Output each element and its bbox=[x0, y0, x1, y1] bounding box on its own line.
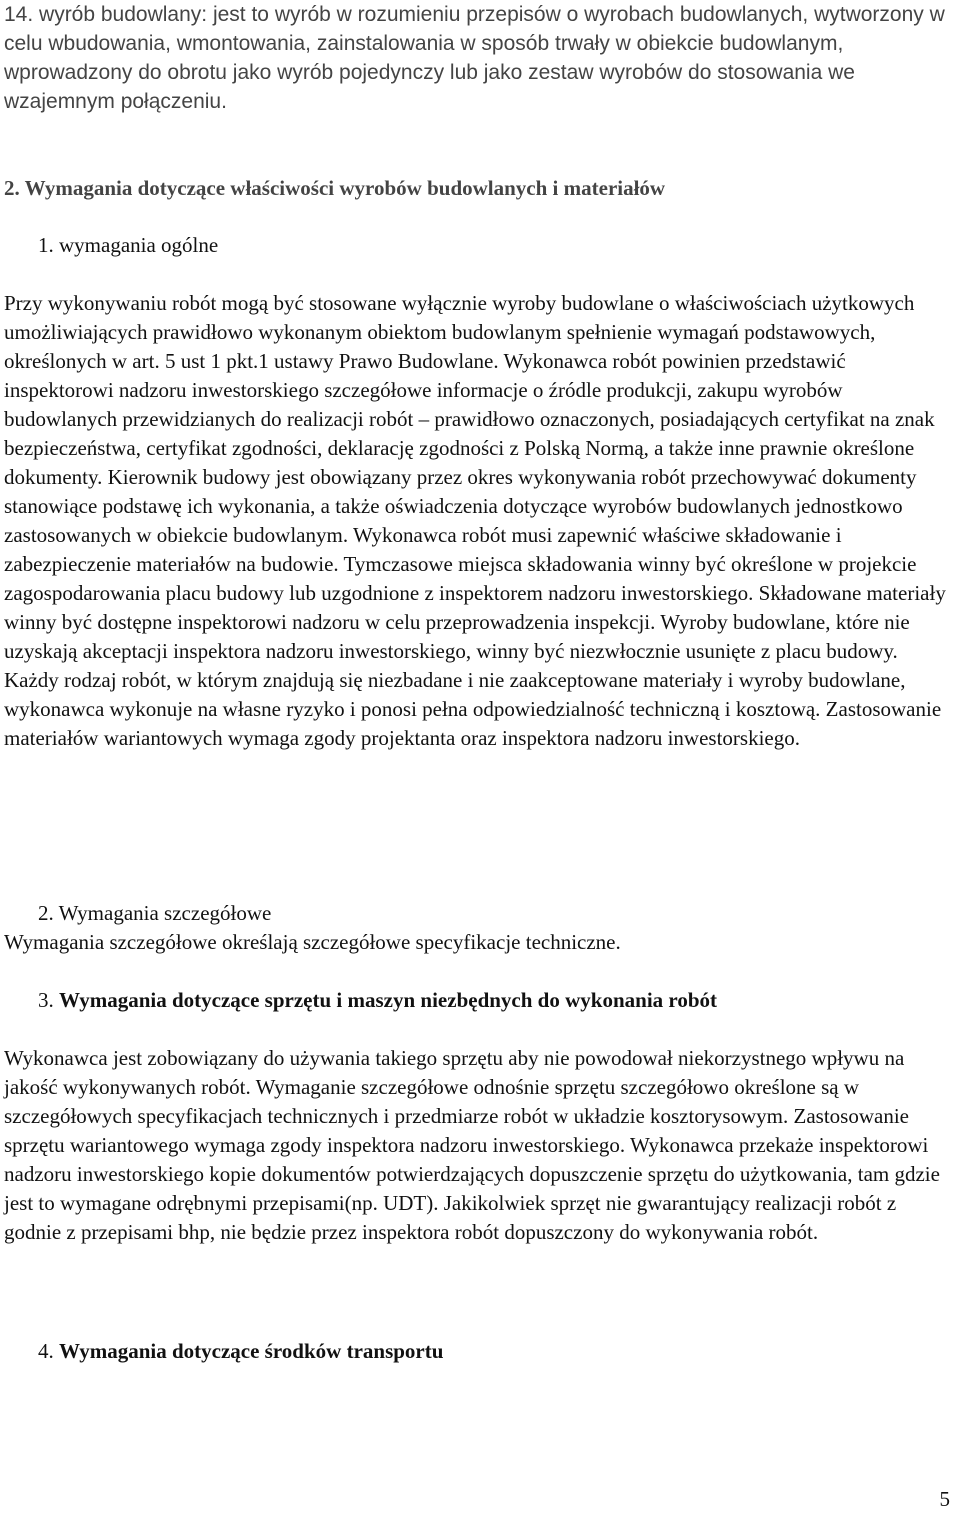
section-4-number: 4. bbox=[38, 1339, 54, 1363]
section-3-title: Wymagania dotyczące sprzętu i maszyn niezbędnych do wykonania robót bbox=[59, 988, 718, 1012]
detailed-requirements-line: Wymagania szczegółowe określają szczegółowe specyfikacje techniczne. bbox=[4, 930, 621, 954]
section-4-title: Wymagania dotyczące środków transportu bbox=[59, 1339, 444, 1363]
section-2-heading bbox=[4, 174, 665, 203]
section-3-heading bbox=[38, 986, 717, 1015]
subsection-general-requirements: 1. wymagania ogólne bbox=[38, 233, 219, 257]
section-3-number: 3. bbox=[38, 988, 54, 1012]
definition-14-paragraph: 14. wyrób budowlany: jest to wyrób w rozumieniu przepisów o wyrobach budowlanych, wytworzony w celu wbudowania, wmontowania, zainstalowania w sposób trwały w obiekcie budowlanym, wprowadzony do obrotu jako wyrób pojedynczy lub jako zestaw wyrobów do stosowania we wzajemnym połączeniu. bbox=[4, 3, 945, 113]
subsection-detailed-requirements: 2. Wymagania szczegółowe bbox=[38, 901, 272, 925]
section-4-heading bbox=[38, 1337, 443, 1366]
section-2-number: 2. bbox=[4, 176, 20, 200]
page-number: 5 bbox=[939, 1487, 950, 1511]
general-requirements-paragraph: Przy wykonywaniu robót mogą być stosowane wyłącznie wyroby budowlane o właściwościach użytkowych umożliwiających prawidłowo wykonanym obiektom budowlanym spełnienie wymagań podstawowych, określonych w art. 5 ust 1 pkt.1 ustawy Prawo Budowlane. Wykonawca robót powinien przedstawić inspektorowi nadzoru inwestorskiego szczegółowe informacje o źródle produkcji, zakupu wyrobów budowlanych przewidzianych do realizacji robót – prawidłowo oznaczonych, posiadających certyfikat na znak bezpieczeństwa, certyfikat zgodności, deklarację zgodności z Polską Normą, a także inne prawnie określone dokumenty. Kierownik budowy jest obowiązany przez okres wykonywania robót przechowywać dokumenty stanowiące podstawę ich wykonania, a także oświadczenia dotyczące wyrobów budowlanych jednostkowo zastosowanych w obiekcie budowlanym. Wykonawca robót musi zapewnić właściwe składowanie i zabezpieczenie materiałów na budowie. Tymczasowe miejsca składowania winny być określone w projekcie zagospodarowania placu budowy lub uzgodnione z inspektorem nadzoru inwestorskiego. Składowane materiały winny być dostępne inspektorowi nadzoru w celu przeprowadzenia inspekcji. Wyroby budowlane, które nie uzyskają akceptacji inspektora nadzoru inwestorskiego, winny być niezwłocznie usunięte z placu budowy. Każdy rodzaj robót, w którym znajdują się niezbadane i nie zaakceptowane materiały i wyroby budowlane, wykonawca wykonuje na własne ryzyko i ponosi pełna odpowiedzialność techniczną i kosztową. Zastosowanie materiałów wariantowych wymaga zgody projektanta oraz inspektora nadzoru inwestorskiego. bbox=[4, 291, 946, 750]
section-2-title: Wymagania dotyczące właściwości wyrobów budowlanych i materiałów bbox=[24, 176, 666, 200]
equipment-requirements-paragraph: Wykonawca jest zobowiązany do używania takiego sprzętu aby nie powodował niekorzystnego wpływu na jakość wykonywanych robót. Wymaganie szczegółowe odnośnie sprzętu szczegółowo określone są w szczegółowych specyfikacjach technicznych i przedmiarze robót w układzie kosztorysowym. Zastosowanie sprzętu wariantowego wymaga zgody inspektora nadzoru inwestorskiego. Wykonawca przekaże inspektorowi nadzoru inwestorskiego kopie dokumentów potwierdzających dopuszczenie sprzętu do użytkowania, tam gdzie jest to wymagane odrębnymi przepisami(np. UDT). Jakikolwiek sprzęt nie gwarantujący realizacji robót z godnie z przepisami bhp, nie będzie przez inspektora robót dopuszczony do wykonywania robót. bbox=[4, 1046, 940, 1244]
